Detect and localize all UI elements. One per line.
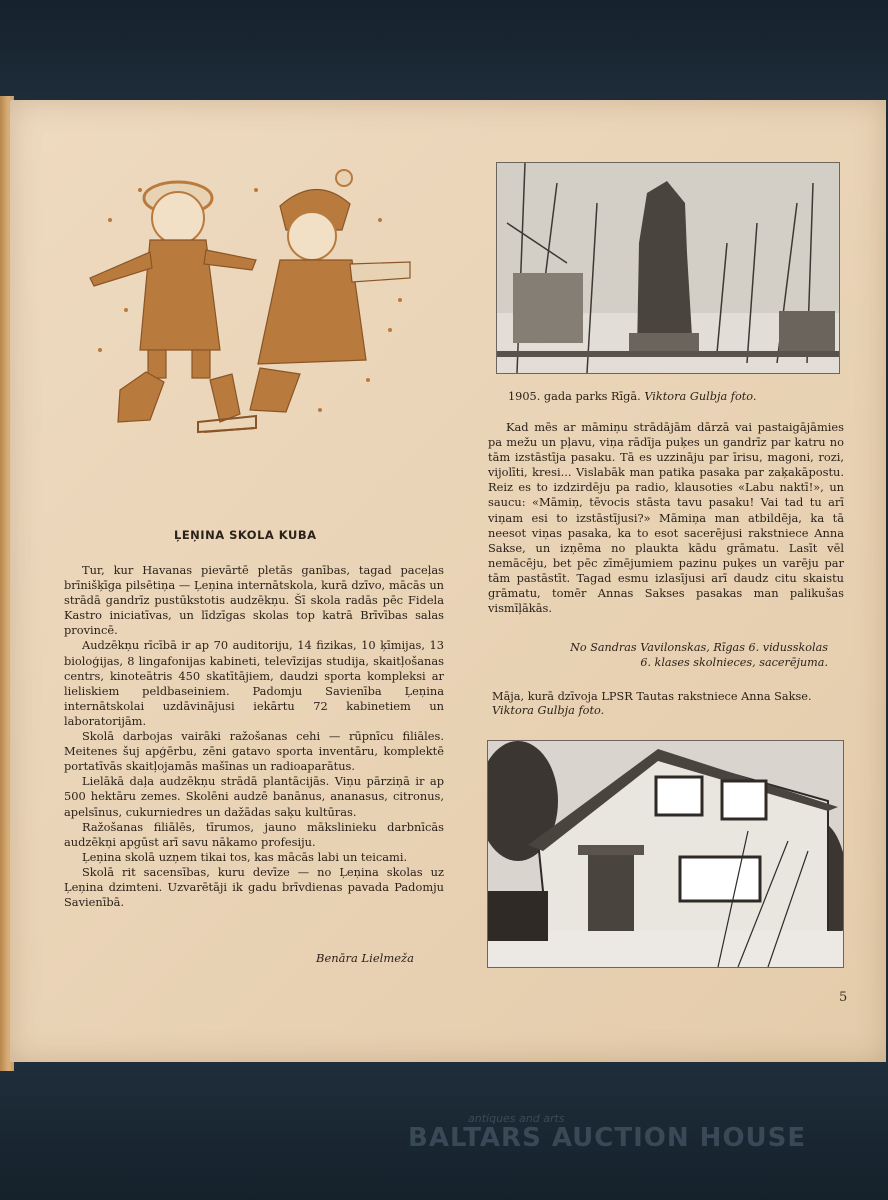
photo2-caption-credit: Viktora Gulbja foto. <box>492 704 605 717</box>
photo1-caption-credit: Viktora Gulbja foto. <box>644 390 757 403</box>
park-monument-image <box>497 163 839 373</box>
photo1-caption-text: 1905. gada parks Rīgā. <box>508 390 641 403</box>
photo1-caption <box>508 390 757 404</box>
article-paragraph: Tur, kur Havanas pievārtē pletās ganības, tagad paceļas brīnišķīga pilsētiņa — Ļeņina internātskola, kurā dzīvo, mācās un strādā gandrīz pustūkstotis audzēkņu. Šī skola radās pēc Fidela Kastro iniciatīvas, un līdzīgas skolas top katrā Brīvības salas provincē. <box>64 563 444 638</box>
article-paragraph: Lielākā daļa audzēkņu strādā plantācijās. Viņu pārziņā ir ap 500 hektāru zemes. Skolēni audzē banānus, ananasus, citronus, apelsīnus, cukurniedres un dažādas saķu kultūras. <box>64 774 444 819</box>
article-paragraph: Ļeņina skolā uzņem tikai tos, kas mācās labi un teicami. <box>82 849 408 864</box>
photo2-caption <box>492 690 848 718</box>
article-signature: Benāra Lielmeža <box>316 951 414 965</box>
article-title: ĻEŅINA SKOLA KUBA <box>174 528 317 542</box>
story-paragraph: Kad mēs ar māmiņu strādājām dārzā vai pastaigājāmies pa mežu un pļavu, viņa rādīja puķes un gandrīz par katru no tām izstāstīja pasaku. Tā es uzzināju par īrisu, magoni, rozi, vijolīti, kresi... Vislabāk man patika pasaka par zaķakāpostu. Reiz es to izdzirdēju pa radio, klausoties «Labu naktī!», un saucu: «Māmiņ, tēvocis stāsta tavu pasaku! Vai tad tu arī viņam esi to izstāstījusi?» Māmiņa man atbildēja, ka tā neesot viņas pasaka, ka to esot sacerējusi rakstniece Anna Sakse, un izņēma no plaukta kādu grāmatu. Lasīt vēl nemācēju, bet pēc zīmējumiem pazinu puķes un varēju par tām pastāstīt. Tagad esmu izlasījusi arī daudz citu skaistu grāmatu, tomēr Annas Sakses pasakas man palikušas vismīļākās. <box>488 420 844 616</box>
auction-watermark <box>408 1112 828 1153</box>
background-top <box>0 0 888 110</box>
photo2-caption-text: Māja, kurā dzīvoja LPSR Tautas rakstniece Anna Sakse. <box>492 690 812 703</box>
article-paragraph: Skolā darbojas vairāki ražošanas cehi — rūpnīcu filiāles. Meitenes šuj apģērbu, zēni gatavo sporta inventāru, komplektē portatīvās skaitļojamās mašīnas un radioaparātus. <box>64 729 444 774</box>
watermark-small-text: antiques and arts <box>468 1112 565 1125</box>
watermark-big-text: BALTARS AUCTION HOUSE <box>408 1123 807 1153</box>
story-credit-line2: 6. klases skolnieces, sacerējuma. <box>640 656 828 669</box>
story-credit-line1: No Sandras Vavilonskas, Rīgas 6. vidusskolas <box>570 641 828 654</box>
anna-sakse-house-photo <box>487 740 844 968</box>
skating-children-illustration <box>80 160 420 460</box>
article-paragraph: Skolā rit sacensības, kuru devīze — no Ļeņina skolas uz Ļeņina dzimteni. Uzvarētāji ik gadu brīvdienas pavada Padomju Savienībā. <box>64 864 444 910</box>
left-article-body <box>64 563 444 910</box>
article-paragraph: Audzēkņu rīcībā ir ap 70 auditoriju, 14 fizikas, 10 ķīmijas, 13 bioloģijas, 8 lingafonijas kabineti, televīzijas studija, skaitļošanas centrs, kinoteātris 450 skatītājiem, daudzi sporta kompleksi ar lieliskiem peldbaseiniem. Padomju Savienība Ļeņina internātskolai uzdāvinājusi iekārtu 72 kabinetiem un laboratorijām. <box>64 638 444 728</box>
house-image <box>488 741 843 967</box>
page-number: 5 <box>839 990 848 1005</box>
story-body <box>488 420 844 616</box>
park-monument-photo <box>496 162 840 374</box>
story-credit <box>488 640 828 670</box>
article-paragraph: Ražošanas filiālēs, tīrumos, jauno mākslinieku darbnīcās audzēkņi apgūst arī savu nākamo profesiju. <box>64 819 444 849</box>
